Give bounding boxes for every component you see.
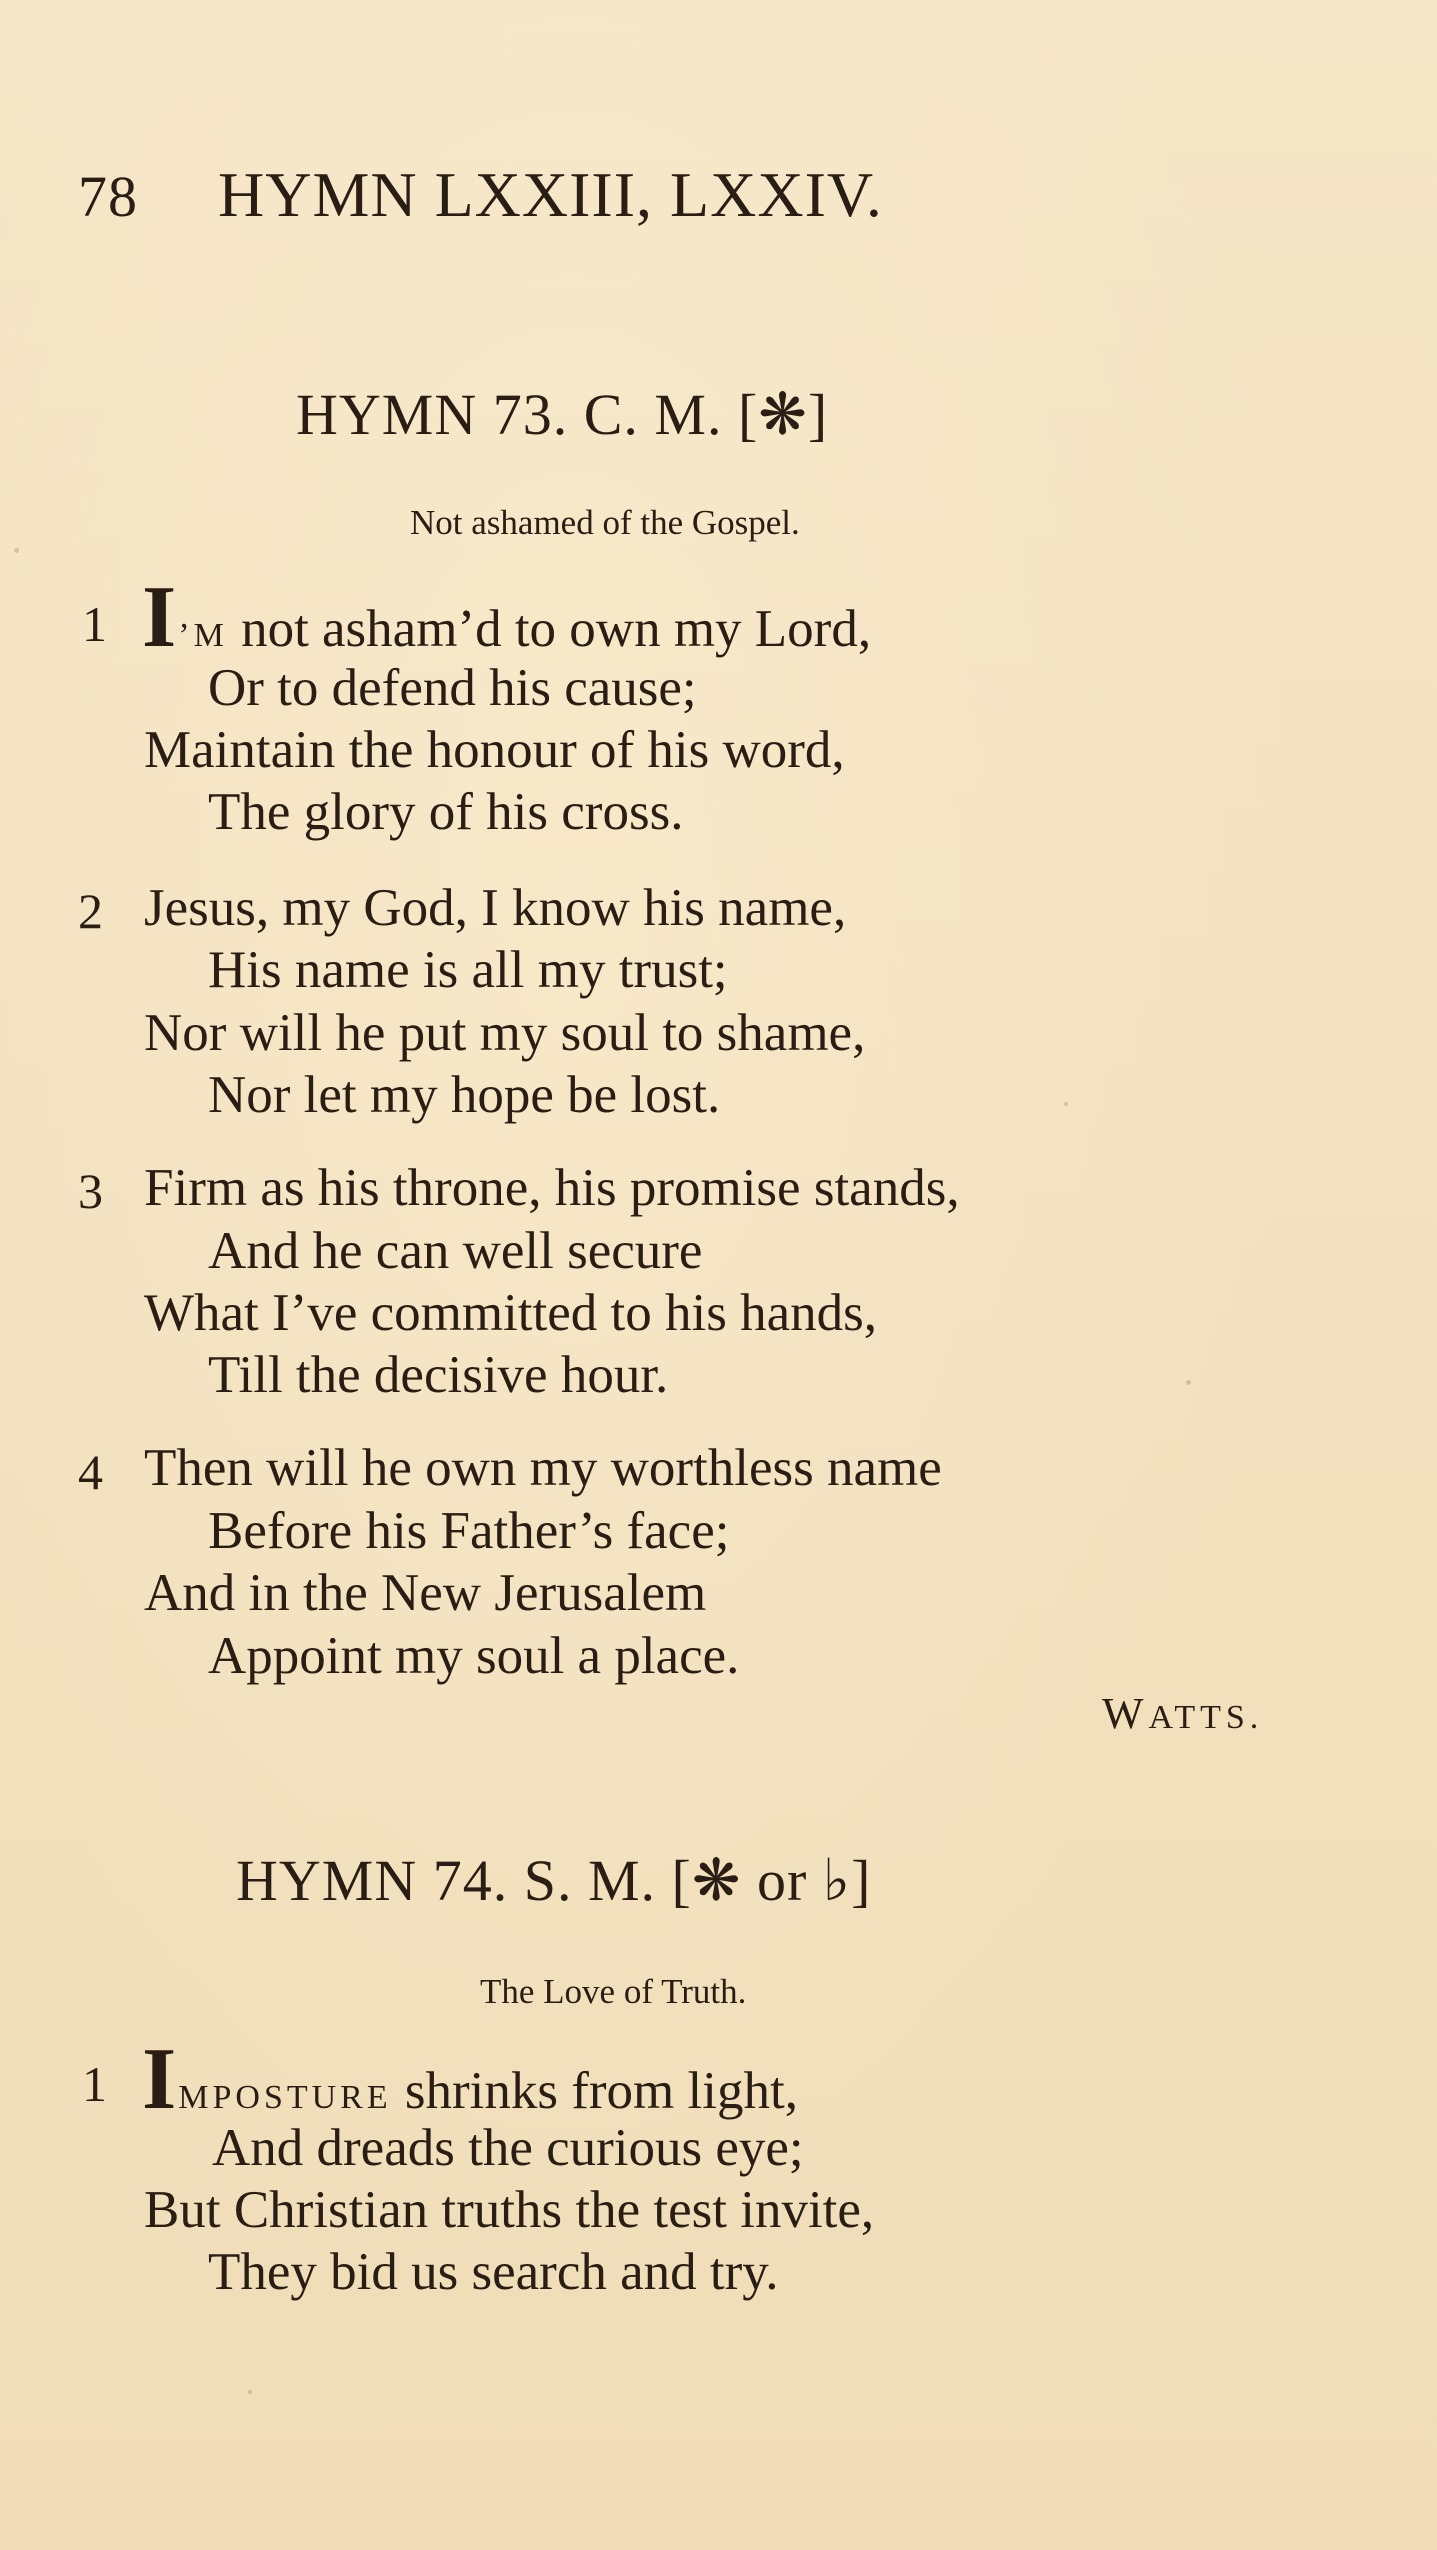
small-caps-word: MPOSTURE — [178, 2079, 392, 2116]
verse-line: Appoint my soul a place. — [208, 1627, 740, 1685]
paper-speck — [1186, 1380, 1191, 1385]
author-rest: ATTS. — [1148, 1699, 1264, 1736]
drop-cap: I — [142, 2031, 177, 2128]
paper-speck — [14, 548, 19, 553]
paper-speck — [1064, 1102, 1068, 1106]
hymn-73-heading: HYMN 73. C. M. [❋] — [296, 382, 829, 447]
verse-line: What I’ve committed to his hands, — [144, 1284, 877, 1342]
verse-line: And he can well secure — [208, 1222, 703, 1280]
drop-cap: I — [142, 569, 177, 666]
author-initial: W — [1102, 1689, 1149, 1738]
first-line-rest: not asham’d to own my Lord, — [227, 600, 872, 658]
verse-first-line — [142, 2031, 798, 2128]
verse-line: But Christian truths the test invite, — [144, 2181, 875, 2239]
verse-line: Nor let my hope be lost. — [208, 1066, 721, 1124]
paper-speck — [248, 2390, 252, 2394]
verse-first-line: Firm as his throne, his promise stands, — [144, 1159, 960, 1217]
verse-line: They bid us search and try. — [208, 2243, 779, 2301]
verse-first-line: Then will he own my worthless name — [144, 1439, 942, 1497]
verse-line: And in the New Jerusalem — [144, 1564, 707, 1622]
verse-line: And dreads the curious eye; — [212, 2119, 804, 2177]
author-attribution — [1102, 1688, 1263, 1739]
small-caps-word: ’M — [178, 617, 228, 654]
verse-first-line — [142, 569, 872, 666]
verse-number: 3 — [78, 1163, 103, 1219]
running-head — [78, 158, 883, 232]
verse-number: 1 — [82, 2056, 107, 2112]
verse-line: Till the decisive hour. — [208, 1346, 669, 1404]
running-head-title: HYMN LXXIII, LXXIV. — [218, 159, 883, 230]
page-number: 78 — [78, 164, 138, 229]
verse-line: The glory of his cross. — [208, 783, 684, 841]
hymn-74-heading: HYMN 74. S. M. [❋ or ♭] — [236, 1848, 872, 1913]
verse-number: 2 — [78, 883, 103, 939]
verse-line: Maintain the honour of his word, — [144, 721, 845, 779]
verse-line: Nor will he put my soul to shame, — [144, 1004, 866, 1062]
hymn-74-subtitle: The Love of Truth. — [480, 1972, 747, 2011]
hymn-73-subtitle: Not ashamed of the Gospel. — [410, 503, 800, 542]
verse-number: 4 — [78, 1444, 103, 1500]
verse-line: Before his Father’s face; — [208, 1502, 730, 1560]
verse-number: 1 — [82, 596, 107, 652]
verse-first-line: Jesus, my God, I know his name, — [144, 879, 847, 937]
verse-line: Or to defend his cause; — [208, 659, 697, 717]
first-line-rest: shrinks from light, — [391, 2062, 798, 2120]
verse-line: His name is all my trust; — [208, 941, 728, 999]
